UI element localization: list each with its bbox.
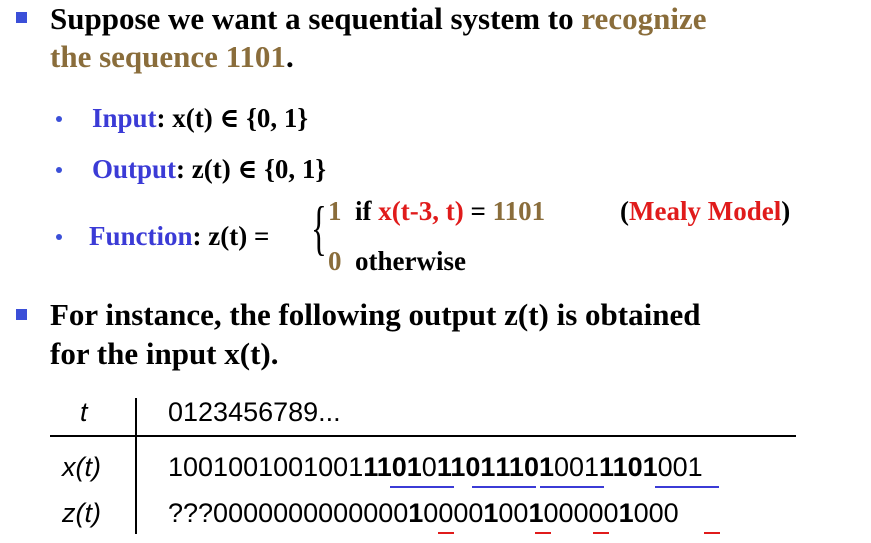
heading1-highlight-sequence: the sequence 1101 <box>50 39 286 74</box>
x-seq-pattern: 1101 <box>363 452 422 482</box>
table-header-label: t <box>80 397 88 427</box>
table-vertical-rule <box>135 398 137 534</box>
model-open-paren: ( <box>620 196 629 226</box>
function-case2 <box>328 245 466 277</box>
z-seq-segment: 00 <box>498 498 529 528</box>
input-row <box>92 102 308 134</box>
case1-condition: x(t-3, t) <box>378 196 464 226</box>
model-name: Mealy Model <box>629 196 782 226</box>
function-label: Function <box>89 221 193 251</box>
x-seq-segment: 1001001001001 <box>168 452 364 482</box>
x-seq-pattern: 1101 <box>495 452 554 482</box>
pattern-underline <box>390 486 454 488</box>
table-horizontal-rule <box>50 435 796 437</box>
function-lhs <box>89 220 269 252</box>
function-bullet-icon <box>56 234 62 240</box>
function-equals: : z(t) = <box>192 221 270 251</box>
heading2-line1: For instance, the following output z(t) is obtained <box>50 297 701 332</box>
x-seq-pattern: 1101 <box>436 452 496 482</box>
case1-target: 1101 <box>492 196 546 226</box>
output-underline <box>535 532 551 534</box>
left-brace-icon: { <box>311 195 327 261</box>
heading1-period: . <box>285 39 294 74</box>
z-seq-segment: 0000 <box>423 498 484 528</box>
case1-equals: = <box>463 196 493 226</box>
z-seq-match: 1 <box>528 498 544 528</box>
table-z-sequence <box>168 498 679 528</box>
heading1-highlight-recognize: recognize <box>581 1 707 36</box>
case2-text: otherwise <box>355 246 466 276</box>
table-x-sequence <box>168 452 703 482</box>
z-seq-segment: 00000 <box>543 498 619 528</box>
pattern-underline <box>540 486 604 488</box>
input-bullet-icon <box>56 116 62 122</box>
output-underline <box>438 532 454 534</box>
heading2-bullet-icon <box>16 309 27 320</box>
heading1-bullet-icon <box>16 12 27 23</box>
input-definition: : x(t) ∈ {0, 1} <box>156 103 309 133</box>
output-bullet-icon <box>56 167 62 173</box>
z-seq-match: 1 <box>483 498 499 528</box>
pattern-underline <box>655 486 719 488</box>
output-definition: : z(t) ∈ {0, 1} <box>176 154 327 184</box>
heading1-text: Suppose we want a sequential system to <box>50 1 582 36</box>
output-row <box>92 153 326 185</box>
table-header-value: 0123456789... <box>168 397 341 427</box>
pattern-underline <box>472 486 536 488</box>
heading2-line2: for the input x(t). <box>50 336 279 371</box>
model-label <box>620 195 790 227</box>
input-label: Input <box>92 103 157 133</box>
heading1-line1 <box>50 0 706 38</box>
model-close-paren: ) <box>781 196 791 226</box>
case1-value: 1 <box>328 196 342 226</box>
z-seq-match: 1 <box>408 498 424 528</box>
z-seq-segment: ???0000000000000 <box>168 498 409 528</box>
case2-value: 0 <box>328 246 342 276</box>
heading1-line2 <box>50 38 294 76</box>
z-seq-match: 1 <box>618 498 634 528</box>
output-underline <box>704 532 720 534</box>
x-seq-segment: 0 <box>421 452 437 482</box>
table-z-label: z(t) <box>62 498 101 528</box>
table-x-label: x(t) <box>62 452 101 482</box>
output-label: Output <box>92 154 177 184</box>
function-case1 <box>328 195 545 227</box>
z-seq-segment: 000 <box>633 498 679 528</box>
output-underline <box>593 532 609 534</box>
x-seq-segment: 001 <box>657 452 703 482</box>
x-seq-pattern: 1101 <box>599 452 658 482</box>
x-seq-segment: 001 <box>553 452 600 482</box>
case1-if: if <box>355 196 379 226</box>
